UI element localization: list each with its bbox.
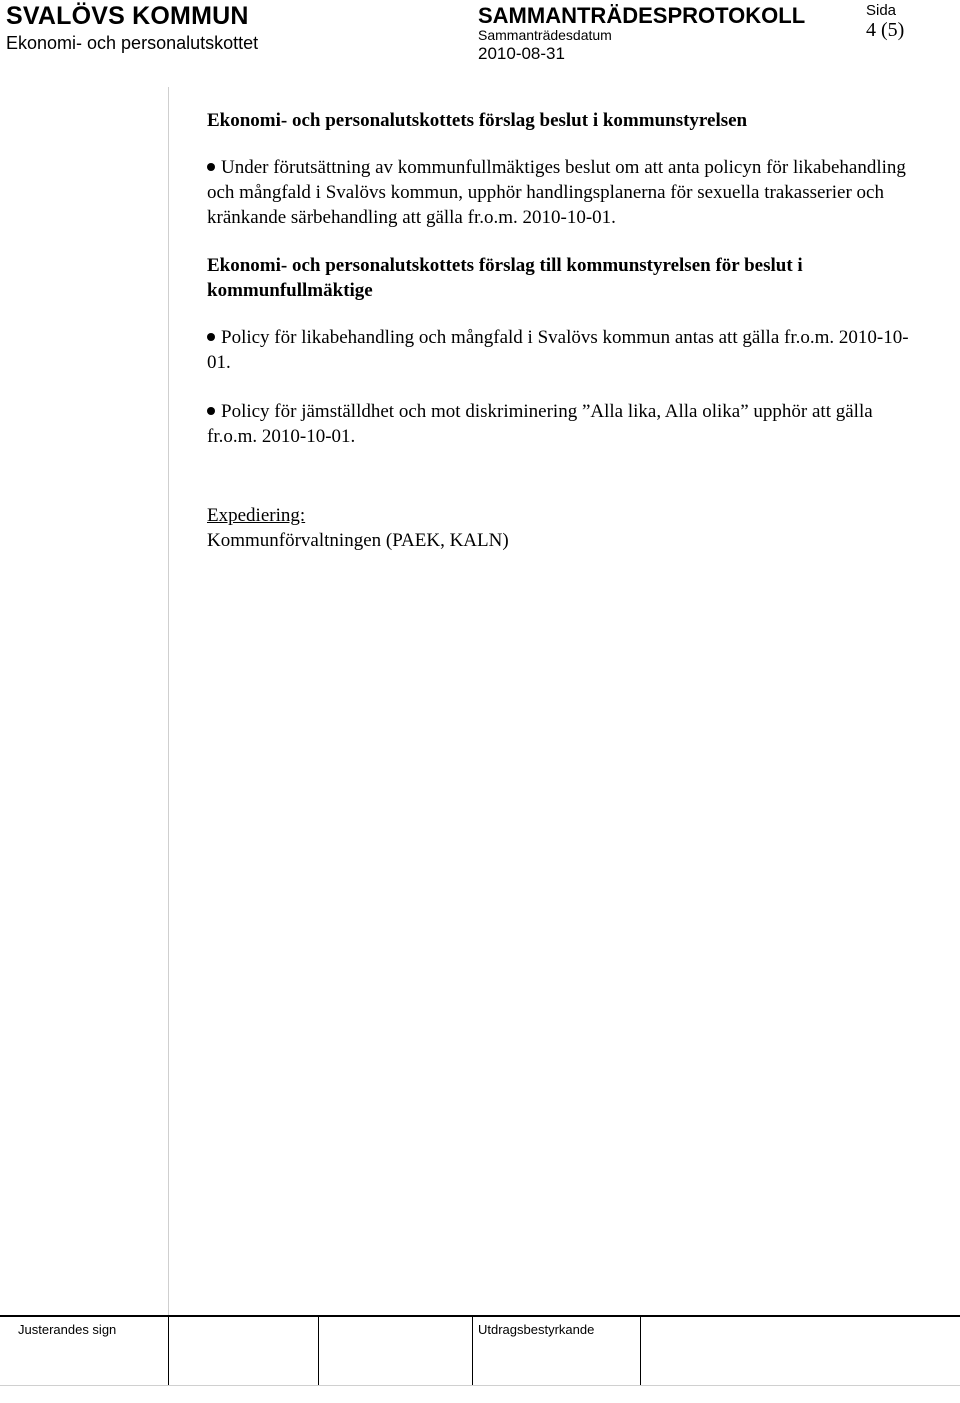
meeting-date-label: Sammanträdesdatum <box>478 27 612 43</box>
bullet-icon <box>207 333 215 341</box>
page-label: Sida <box>866 2 897 19</box>
section1-heading: Ekonomi- och personalutskottets förslag beslut i kommunstyrelsen <box>207 110 748 131</box>
list-item <box>207 155 927 230</box>
section1-list <box>207 155 927 230</box>
organization-name: SVALÖVS KOMMUN <box>6 2 249 30</box>
document-body <box>207 108 927 553</box>
list-item-text: Policy för jämställdhet och mot diskriminering ”Alla lika, Alla olika” upphör att gälla fr.o.m. 2010-10-01. <box>207 401 873 447</box>
footer-divider <box>472 1316 473 1385</box>
expediering-label: Expediering: <box>207 505 306 526</box>
footer-rule <box>0 1315 960 1317</box>
section2-list <box>207 325 927 449</box>
footer-bottom-rule <box>0 1385 960 1386</box>
list-item <box>207 325 927 375</box>
footer-divider <box>640 1316 641 1385</box>
expediering-recipients: Kommunförvaltningen (PAEK, KALN) <box>207 530 509 551</box>
bullet-icon <box>207 163 215 171</box>
page-number: 4 (5) <box>866 19 905 41</box>
committee-name: Ekonomi- och personalutskottet <box>6 33 259 53</box>
list-item <box>207 399 927 449</box>
meeting-date: 2010-08-31 <box>478 44 565 63</box>
footer-divider <box>318 1316 319 1385</box>
signature-label: Justerandes sign <box>18 1322 117 1337</box>
list-item-text: Policy för likabehandling och mångfald i Svalövs kommun antas att gälla fr.o.m. 2010-10-01. <box>207 327 909 373</box>
extract-label: Utdragsbestyrkande <box>478 1322 595 1337</box>
left-margin-rule <box>168 87 169 1382</box>
footer-divider <box>168 1316 169 1385</box>
list-item-text: Under förutsättning av kommunfullmäktiges beslut om att anta policyn för likabehandling och mångfald i Svalövs kommun, upphör handlingsplanerna för sexuella trakasserier och kränkande särbehandling att gälla fr.o.m. 2010-10-01. <box>207 157 906 228</box>
document-type: SAMMANTRÄDESPROTOKOLL <box>478 3 806 28</box>
section2-heading: Ekonomi- och personalutskottets förslag till kommunstyrelsen för beslut i kommunfullmäktige <box>207 255 803 301</box>
bullet-icon <box>207 407 215 415</box>
